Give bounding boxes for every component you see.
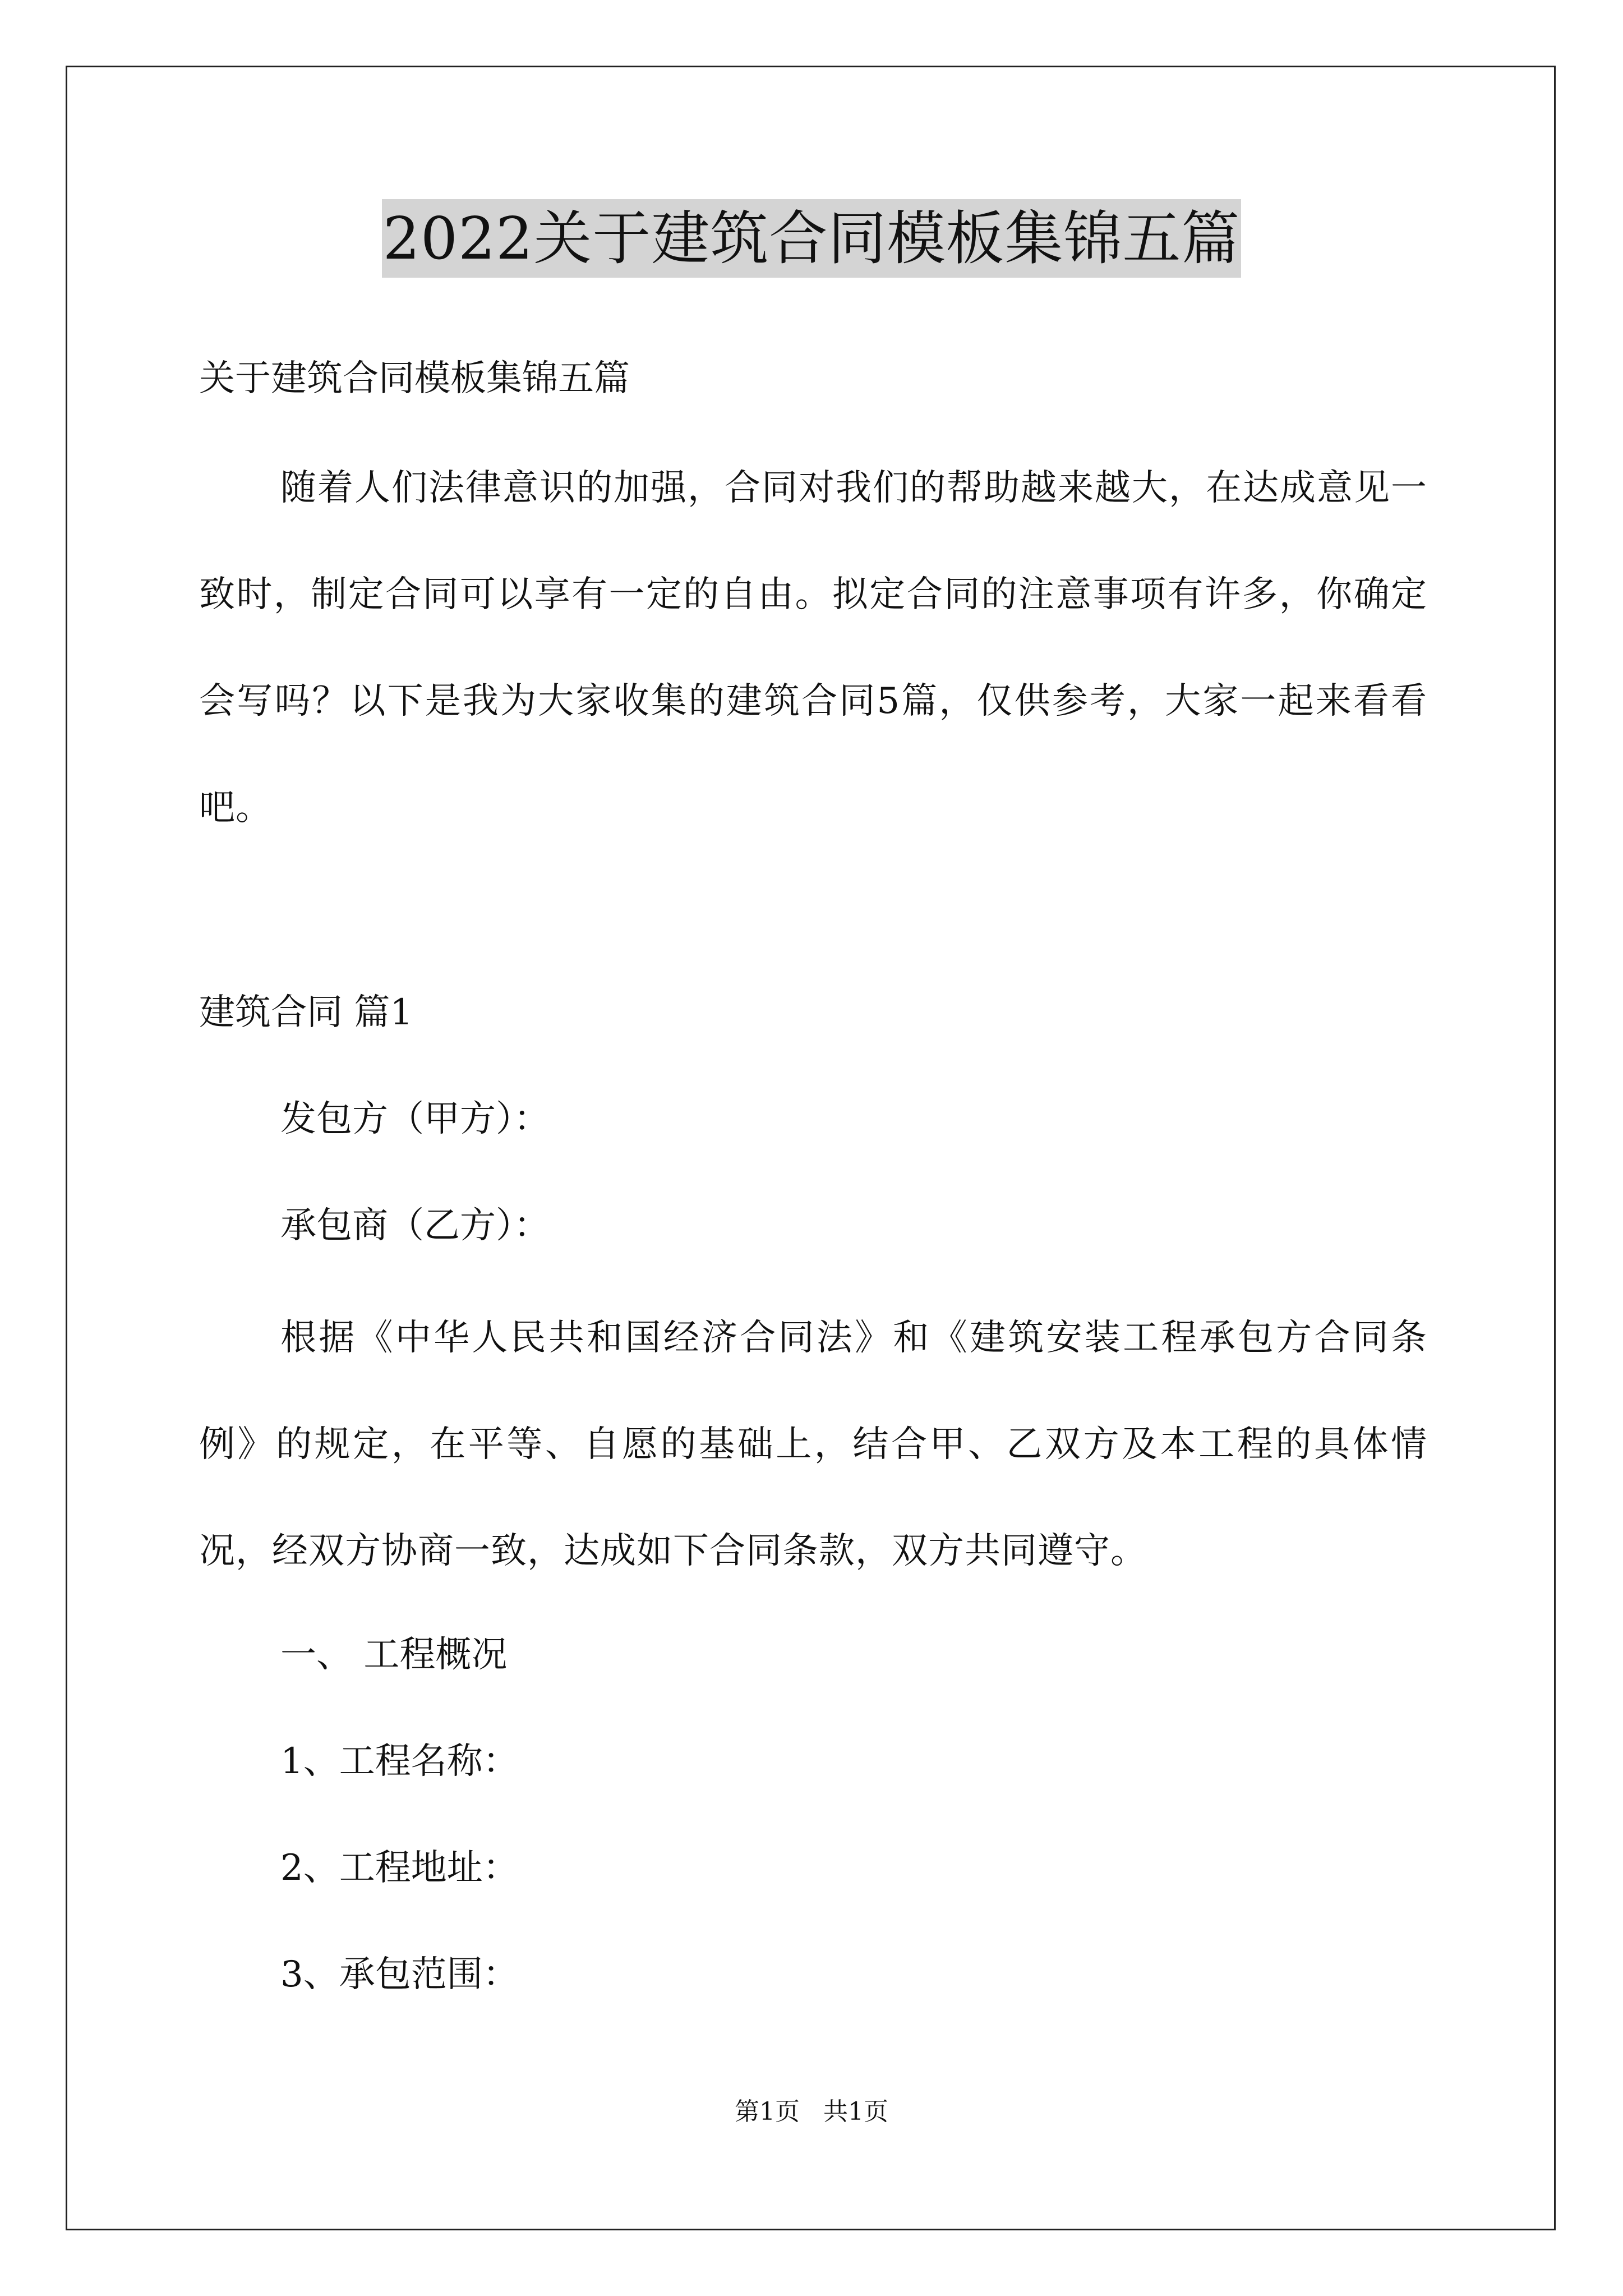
document-subtitle: 关于建筑合同模板集锦五篇 xyxy=(199,358,630,399)
list-item: 3、承包范围： xyxy=(280,1954,519,1995)
list-item: 1、工程名称： xyxy=(280,1741,519,1782)
document-title: 2022关于建筑合同模板集锦五篇 xyxy=(382,199,1242,278)
section-heading: 建筑合同 篇1 xyxy=(199,992,413,1033)
basis-paragraph: 根据《中华人民共和国经济合同法》和《建筑安装工程承包方合同条例》的规定，在平等、自愿的基础上，结合甲、乙双方及本工程的具体情况，经双方协商一致，达成如下合同条款，双方共同遵守。 xyxy=(199,1317,1427,1572)
title-container xyxy=(0,199,1623,278)
clause-heading: 一、 工程概况 xyxy=(280,1634,508,1676)
page-footer: 第1页 共1页 xyxy=(735,2097,888,2126)
party-b-line: 承包商（乙方）： xyxy=(280,1205,550,1246)
list-item: 2、工程地址： xyxy=(280,1847,519,1889)
intro-paragraph: 随着人们法律意识的加强，合同对我们的帮助越来越大，在达成意见一致时，制定合同可以享有一定的自由。拟定合同的注意事项有许多，你确定会写吗？以下是我为大家收集的建筑合同5篇，仅供参考，大家一起来看看吧。 xyxy=(199,467,1427,829)
party-a-line: 发包方（甲方）： xyxy=(280,1098,550,1140)
